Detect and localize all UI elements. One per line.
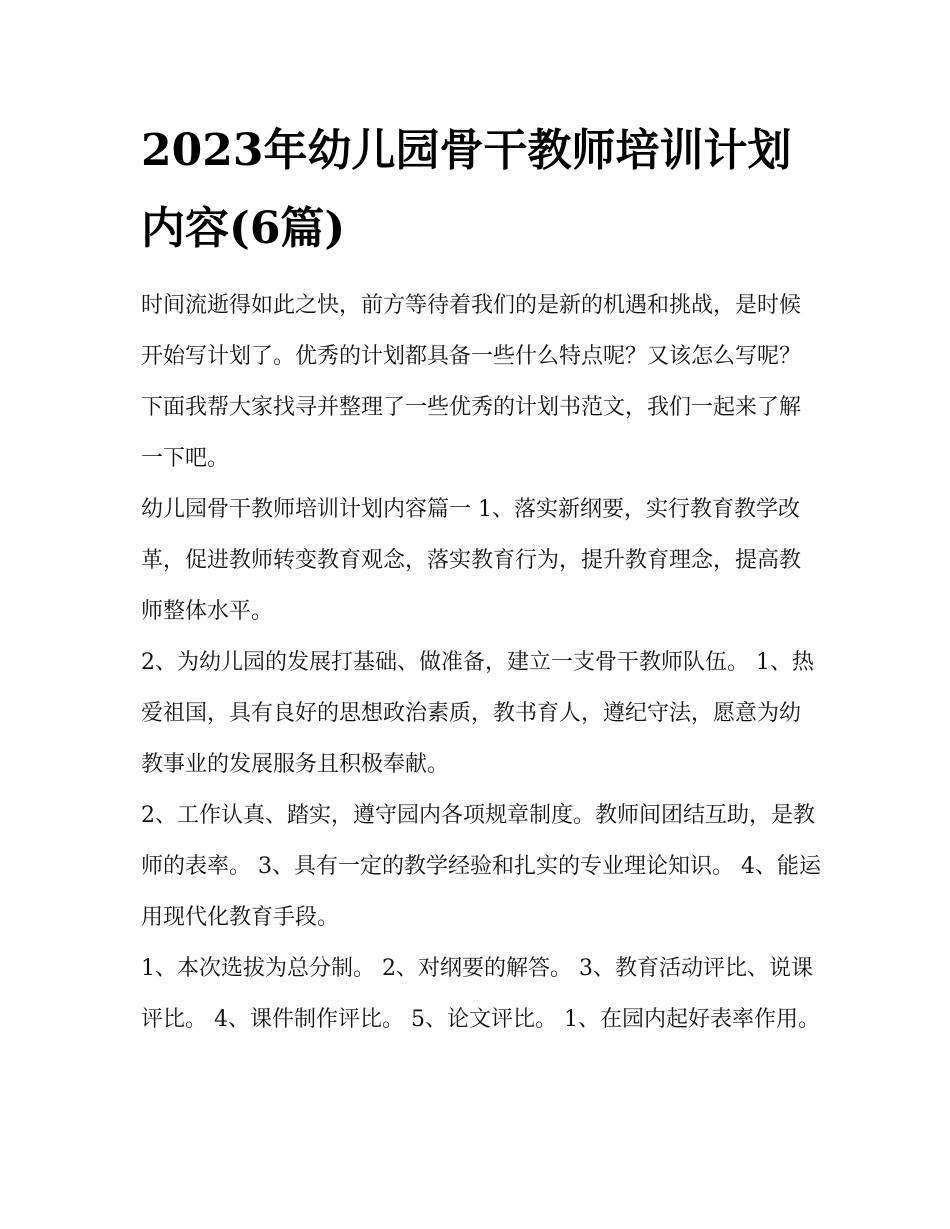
document-title: 2023年幼儿园骨干教师培训计划内容(6篇) bbox=[141, 125, 792, 254]
document-body bbox=[141, 280, 821, 1045]
paragraph-qualifications-2: 2、工作认真、踏实，遵守园内各项规章制度。教师间团结互助，是教师的表率。 3、具有一定的教学经验和扎实的专业理论知识。 4、能运用现代化教育手段。 bbox=[141, 803, 821, 930]
paragraph-intro: 时间流逝得如此之快，前方等待着我们的是新的机遇和挑战，是时候开始写计划了。优秀的计划都具备一些什么特点呢？又该怎么写呢？下面我帮大家找寻并整理了一些优秀的计划书范文，我们一起来了解一下吧。 bbox=[141, 293, 802, 471]
paragraph-selection: 1、本次选拔为总分制。 2、对纲要的解答。 3、教育活动评比、说课评比。 4、课件制作评比。 5、论文评比。 1、在园内起好表率作用。 bbox=[141, 956, 820, 1032]
paragraph-qualifications-1: 2、为幼儿园的发展打基础、做准备，建立一支骨干教师队伍。 1、热爱祖国，具有良好的思想政治素质，教书育人，遵纪守法，愿意为幼教事业的发展服务且积极奉献。 bbox=[141, 650, 814, 777]
paragraph-section-one: 幼儿园骨干教师培训计划内容篇一 1、落实新纲要，实行教育教学改革，促进教师转变教育观念，落实教育行为，提升教育理念，提高教师整体水平。 bbox=[141, 497, 802, 624]
